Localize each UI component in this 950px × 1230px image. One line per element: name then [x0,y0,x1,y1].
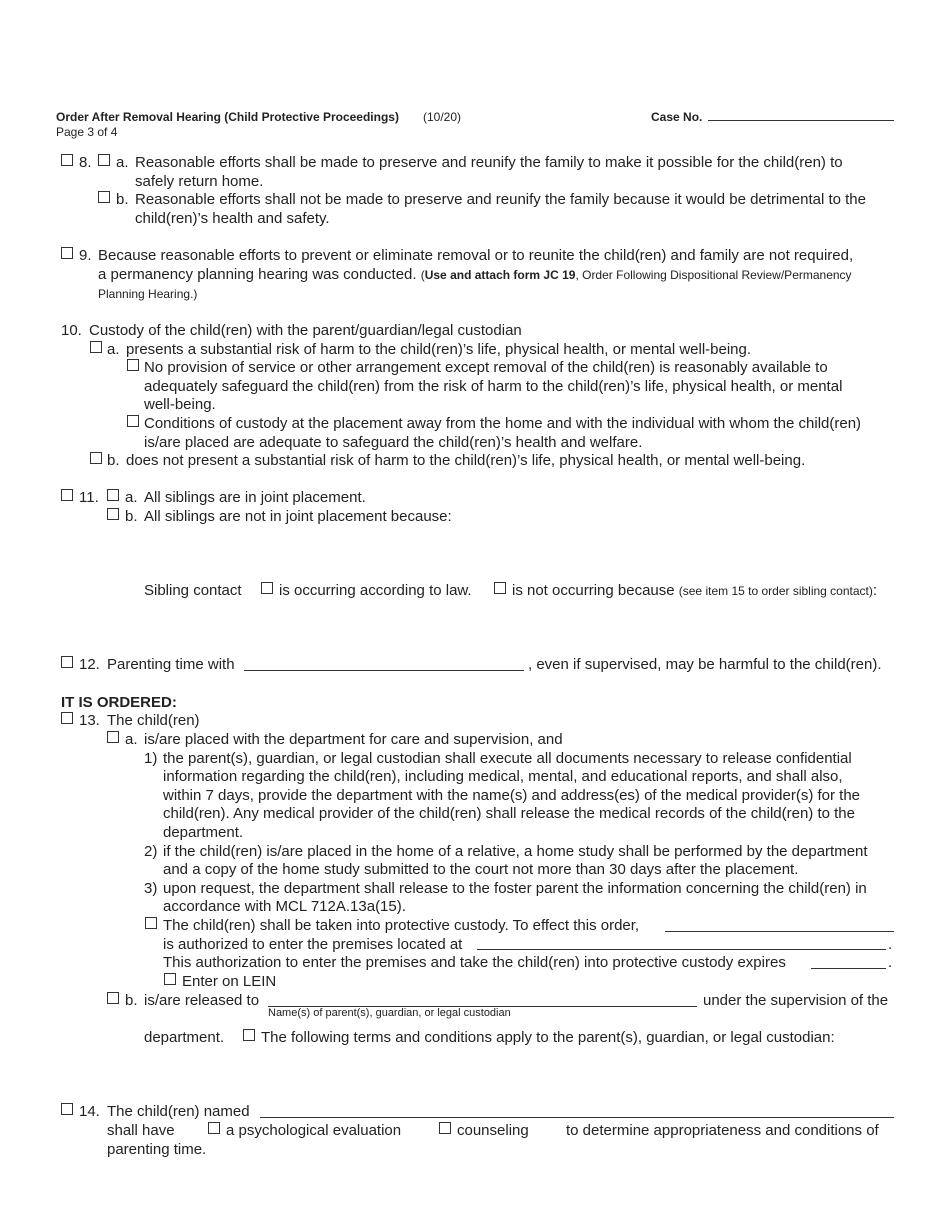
terms-conditions-checkbox[interactable] [243,1029,255,1041]
item8a-text-1: Reasonable efforts shall be made to preserve and reunify the family to make it possible for the child(ren) to [135,154,843,171]
item14-checkbox[interactable] [61,1103,73,1115]
item13a-1-text-4: child(ren). Any medical provider of the child(ren) shall release the medical records of the child(ren) to the [163,805,855,822]
item13a-3-text-1: upon request, the department shall release to the foster parent the information concerning the child(ren) in [163,880,867,897]
item8b-checkbox[interactable] [98,191,110,203]
item12-text-after: , even if supervised, may be harmful to the child(ren). [528,656,882,673]
item10a-label: a. [107,341,120,358]
protective-custody-text-2: is authorized to enter the premises located at [163,936,463,953]
item10a-sub1-checkbox[interactable] [127,359,139,371]
counseling-text: counseling [457,1122,529,1139]
item9-text-2-main: a permanency planning hearing was conducted. [98,266,417,283]
authorized-person-field[interactable] [665,931,894,932]
item9-form-ref: , Order Following Dispositional Review/Permanency [575,268,852,282]
item8a-label: a. [116,154,129,171]
item14-determine-text: to determine appropriateness and conditions of [566,1122,879,1139]
page-number: Page 3 of 4 [56,125,118,139]
item12-number: 12. [79,656,100,673]
sibling-contact-not-occurring-checkbox[interactable] [494,582,506,594]
item10b-text: does not present a substantial risk of harm to the child(ren)’s life, physical health, or mental well-being. [126,452,806,469]
item13a-checkbox[interactable] [107,731,119,743]
counseling-checkbox[interactable] [439,1122,451,1134]
item11a-label: a. [125,489,138,506]
item13-number: 13. [79,712,100,729]
released-to-caption: Name(s) of parent(s), guardian, or legal custodian [268,1007,511,1019]
item13a-1-number: 1) [144,750,158,767]
item8-number: 8. [79,154,92,171]
item13a-2-text-2: and a copy of the home study submitted to the court not more than 30 days after the placement. [163,861,799,878]
item9-form-ref-2: Planning Hearing.) [98,287,198,301]
form-title: Order After Removal Hearing (Child Protective Proceedings) [56,110,399,124]
premises-address-field[interactable] [477,949,886,950]
item13b-after: under the supervision of the [703,992,889,1009]
item13a-1-text-5: department. [163,824,244,841]
form-date: (10/20) [423,110,462,124]
enter-on-lein-checkbox[interactable] [164,973,176,985]
item9-attach-form: Use and attach form JC 19 [424,268,576,282]
item8b-text-2: child(ren)’s health and safety. [135,210,330,227]
sibling-contact-not-occurring-text [512,582,877,599]
item10a-sub2-text-1: Conditions of custody at the placement away from the home and with the individual with whom the child(ren) [144,415,862,432]
item13a-3-number: 3) [144,880,158,897]
enter-on-lein-text: Enter on LEIN [182,973,277,990]
protective-custody-text-3: This authorization to enter the premises and take the child(ren) into protective custody expires [163,954,786,971]
terms-conditions-text: The following terms and conditions apply to the parent(s), guardian, or legal custodian: [261,1029,835,1046]
item11a-checkbox[interactable] [107,489,119,501]
item13a-1-text-1: the parent(s), guardian, or legal custodian shall execute all documents necessary to release confidential [163,750,852,767]
item10a-sub2-text-2: is/are placed are adequate to safeguard the child(ren)’s health and welfare. [144,434,643,451]
item12-text-before: Parenting time with [107,656,235,673]
item11-checkbox[interactable] [61,489,73,501]
item10a-sub1-text-2: adequately safeguard the child(ren) from the risk of harm to the child(ren)’s life, physical health, or mental [144,378,843,395]
item10a-sub1-text-1: No provision of service or other arrangement except removal of the child(ren) is reasonably available to [144,359,828,376]
expiration-date-field[interactable] [811,968,886,969]
item13-checkbox[interactable] [61,712,73,724]
item13a-3-text-2: accordance with MCL 712A.13a(15). [163,898,406,915]
item11b-checkbox[interactable] [107,508,119,520]
item8a-checkbox[interactable] [98,154,110,166]
item9-paren: ( [420,268,425,282]
item10-number: 10. [61,322,82,339]
item13b-label: b. [125,992,138,1009]
item10a-checkbox[interactable] [90,341,102,353]
item13a-1-text-3: within 7 days, provide the department with the name(s) and address(es) of the medical provider(s) for the [163,787,861,804]
protective-custody-text-1: The child(ren) shall be taken into protective custody. To effect this order, [163,917,640,934]
item14-shall-have: shall have [107,1122,175,1139]
item11b-label: b. [125,508,138,525]
item13a-1-text-2: information regarding the child(ren), including medical, mental, and educational reports, and shall also, [163,768,843,785]
item10-intro: Custody of the child(ren) with the parent/guardian/legal custodian [89,322,522,339]
item14-named-text: The child(ren) named [107,1103,250,1120]
item12-checkbox[interactable] [61,656,73,668]
protective-custody-checkbox[interactable] [145,917,157,929]
sibling-contact-label: Sibling contact [144,582,242,599]
item8a-text-2: safely return home. [135,173,264,190]
case-no-label: Case No. [651,110,703,124]
sibling-contact-note: (see item 15 to order sibling contact) [678,584,873,598]
item11b-text: All siblings are not in joint placement because: [144,508,452,525]
item10b-label: b. [107,452,120,469]
item13b-department: department. [144,1029,225,1046]
item13a-2-number: 2) [144,843,158,860]
item8-checkbox[interactable] [61,154,73,166]
sibling-contact-occurring-text: is occurring according to law. [279,582,472,599]
child-named-field[interactable] [260,1117,894,1118]
item14-number: 14. [79,1103,100,1120]
sibling-contact-occurring-checkbox[interactable] [261,582,273,594]
item9-number: 9. [79,247,92,264]
sibling-contact-not-occurring-main: is not occurring because [512,582,675,599]
item13a-2-text-1: if the child(ren) is/are placed in the home of a relative, a home study shall be performed by the department [163,843,868,860]
item8b-text-1: Reasonable efforts shall not be made to preserve and reunify the family because it would be detrimental to the [135,191,866,208]
item10a-sub2-checkbox[interactable] [127,415,139,427]
item13b-text: is/are released to [144,992,260,1009]
item8b-label: b. [116,191,129,208]
item9-checkbox[interactable] [61,247,73,259]
item10b-checkbox[interactable] [90,452,102,464]
item9-text-2 [98,266,852,283]
psychological-evaluation-checkbox[interactable] [208,1122,220,1134]
item11-number: 11. [79,489,99,506]
item13a-text: is/are placed with the department for care and supervision, and [144,731,563,748]
ordered-heading: IT IS ORDERED: [61,694,177,711]
item11a-text: All siblings are in joint placement. [144,489,366,506]
item10a-sub1-text-3: well-being. [144,396,216,413]
expiration-period: . [888,954,893,971]
item13-intro: The child(ren) [107,712,200,729]
premises-period: . [888,936,893,953]
item13a-label: a. [125,731,138,748]
sibling-contact-colon: : [872,582,878,599]
item13b-checkbox[interactable] [107,992,119,1004]
case-no-field[interactable] [708,120,894,121]
psychological-evaluation-text: a psychological evaluation [226,1122,402,1139]
item9-text-1: Because reasonable efforts to prevent or eliminate removal or to reunite the child(ren) and family are not required, [98,247,854,264]
item14-parenting-time: parenting time. [107,1141,207,1158]
parenting-time-with-field[interactable] [244,670,524,671]
item10a-text: presents a substantial risk of harm to the child(ren)’s life, physical health, or mental well-being. [126,341,752,358]
